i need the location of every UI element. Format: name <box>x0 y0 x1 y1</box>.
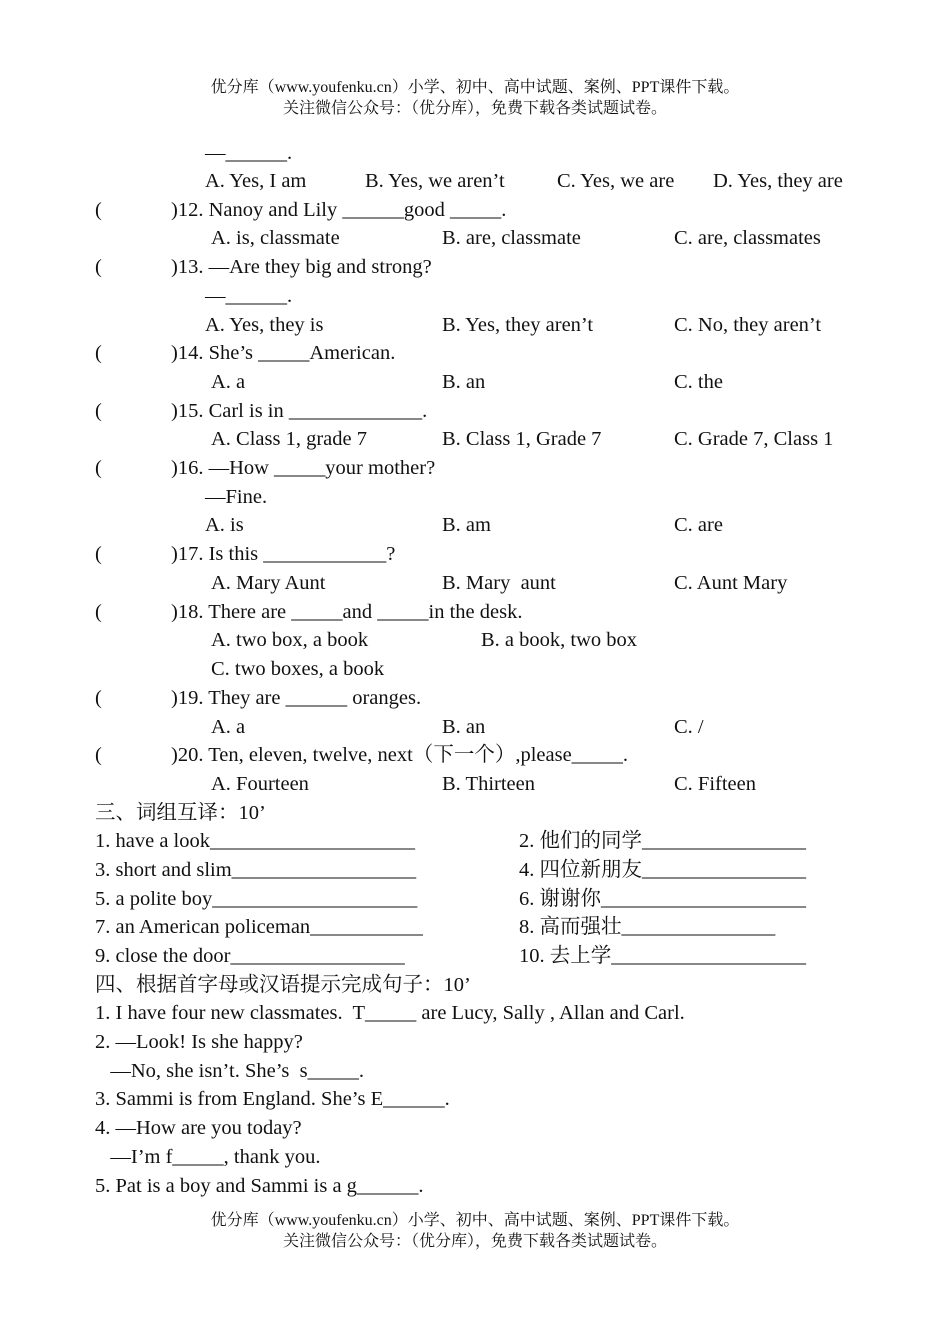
q12-paren: ( <box>95 199 102 221</box>
q12-option-b: B. are, classmate <box>442 227 581 249</box>
q15-option-c: C. Grade 7, Class 1 <box>674 428 834 450</box>
q15-option-b: B. Class 1, Grade 7 <box>442 428 602 450</box>
q12-option-a: A. is, classmate <box>211 227 340 249</box>
q16-reply: —Fine. <box>205 486 268 508</box>
section3-item-1: 1. have a look____________________ <box>95 830 415 852</box>
q13-stem: )13. —Are they big and strong? <box>171 256 432 278</box>
section4-line-2: 2. —Look! Is she happy? <box>95 1031 303 1053</box>
q17-stem: )17. Is this ____________? <box>171 543 396 565</box>
q20-paren: ( <box>95 744 102 766</box>
page-header-line-2: 关注微信公众号：（优分库），免费下载各类试题试卷。 <box>282 100 667 117</box>
q18-option-a: A. two box, a book <box>211 629 369 651</box>
q17-paren: ( <box>95 543 102 565</box>
q16-paren: ( <box>95 457 102 479</box>
q16-option-b: B. am <box>442 514 491 536</box>
q17-option-c: C. Aunt Mary <box>674 572 788 594</box>
q13-paren: ( <box>95 256 102 278</box>
q17-option-a: A. Mary Aunt <box>211 572 326 594</box>
q16-option-c: C. are <box>674 514 723 536</box>
page-footer-line-1: 优分库（www.youfenku.cn）小学、初中、高中试题、案例、PPT课件下载。 <box>210 1212 740 1229</box>
q19-paren: ( <box>95 687 102 709</box>
q15-stem: )15. Carl is in _____________. <box>171 400 428 422</box>
section3-item-7: 7. an American policeman___________ <box>95 916 423 938</box>
q11-option-a: A. Yes, I am <box>205 170 307 192</box>
section4-line-3: —No, she isn’t. She’s s_____. <box>95 1060 364 1082</box>
q15-paren: ( <box>95 400 102 422</box>
q13-option-c: C. No, they aren’t <box>674 314 822 336</box>
q17-option-b: B. Mary aunt <box>442 572 556 594</box>
q20-option-a: A. Fourteen <box>211 773 309 795</box>
page-header-line-1: 优分库（www.youfenku.cn）小学、初中、高中试题、案例、PPT课件下载。 <box>210 79 740 96</box>
section3-item-6: 6. 谢谢你____________________ <box>519 888 806 910</box>
q14-option-c: C. the <box>674 371 723 393</box>
q18-stem: )18. There are _____and _____in the desk. <box>171 601 523 623</box>
q20-stem: )20. Ten, eleven, twelve, next（下一个）,please_____. <box>171 744 629 766</box>
section3-item-3: 3. short and slim__________________ <box>95 859 417 881</box>
section4-line-7: 5. Pat is a boy and Sammi is a g______. <box>95 1175 424 1197</box>
q20-option-b: B. Thirteen <box>442 773 535 795</box>
section4-line-6: —I’m f_____, thank you. <box>95 1146 321 1168</box>
section3-item-9: 9. close the door_________________ <box>95 945 405 967</box>
q11-option-d: D. Yes, they are <box>713 170 843 192</box>
section3-item-2: 2. 他们的同学________________ <box>519 830 806 852</box>
section3-title: 三、词组互译：10’ <box>95 802 266 824</box>
section4-title: 四、根据首字母或汉语提示完成句子：10’ <box>95 974 471 996</box>
q15-option-a: A. Class 1, grade 7 <box>211 428 368 450</box>
q16-stem: )16. —How _____your mother? <box>171 457 436 479</box>
q13-option-a: A. Yes, they is <box>205 314 324 336</box>
q20-option-c: C. Fifteen <box>674 773 756 795</box>
q18-paren: ( <box>95 601 102 623</box>
page-footer-line-2: 关注微信公众号：（优分库），免费下载各类试题试卷。 <box>282 1233 667 1250</box>
q18-option-c: C. two boxes, a book <box>211 658 385 680</box>
q14-option-a: A. a <box>211 371 246 393</box>
q11-reply: —______. <box>205 142 293 164</box>
section3-item-5: 5. a polite boy____________________ <box>95 888 418 910</box>
section4-line-4: 3. Sammi is from England. She’s E______. <box>95 1088 450 1110</box>
q19-option-c: C. / <box>674 716 704 738</box>
q19-option-b: B. an <box>442 716 486 738</box>
section4-line-5: 4. —How are you today? <box>95 1117 302 1139</box>
q18-option-b: B. a book, two box <box>481 629 638 651</box>
section3-item-8: 8. 高而强壮_______________ <box>519 916 776 938</box>
section3-item-10: 10. 去上学___________________ <box>519 945 806 967</box>
q14-option-b: B. an <box>442 371 486 393</box>
q12-option-c: C. are, classmates <box>674 227 821 249</box>
q16-option-a: A. is <box>205 514 244 536</box>
q11-option-b: B. Yes, we aren’t <box>365 170 505 192</box>
q13-option-b: B. Yes, they aren’t <box>442 314 594 336</box>
q13-reply: —______. <box>205 285 293 307</box>
section4-line-1: 1. I have four new classmates. T_____ are Lucy, Sally , Allan and Carl. <box>95 1002 685 1024</box>
section3-item-4: 4. 四位新朋友________________ <box>519 859 806 881</box>
q11-option-c: C. Yes, we are <box>557 170 675 192</box>
q14-stem: )14. She’s _____American. <box>171 342 396 364</box>
q19-option-a: A. a <box>211 716 246 738</box>
q12-stem: )12. Nanoy and Lily ______good _____. <box>171 199 507 221</box>
q14-paren: ( <box>95 342 102 364</box>
q19-stem: )19. They are ______ oranges. <box>171 687 422 709</box>
